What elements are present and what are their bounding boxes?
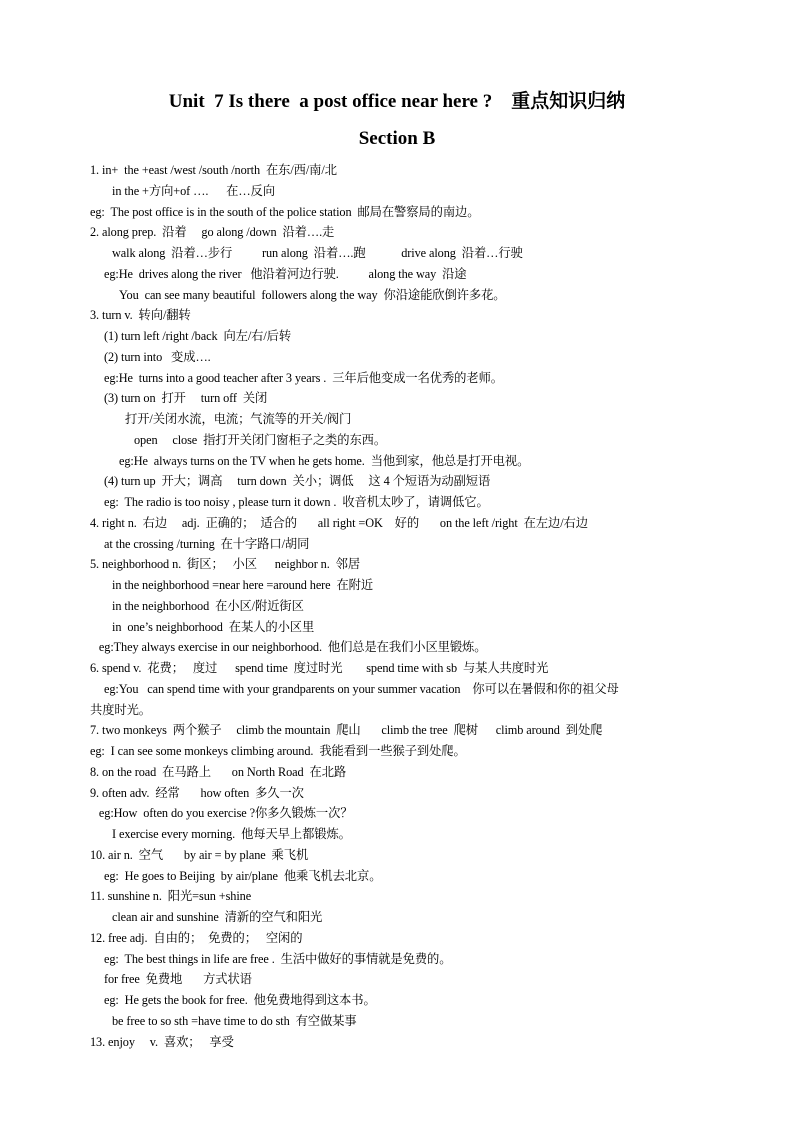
note-line: in the neighborhood =near here =around here 在附近 (112, 578, 374, 592)
note-line: in one’s neighborhood 在某人的小区里 (112, 619, 315, 634)
note-line: (1) turn left /right /back 向左/右/后转 (104, 329, 292, 343)
note-line: 6. spend v. 花费； 度过 spend time 度过时光 spend time with sb 与某人共度时光 (90, 661, 549, 675)
notes-body (90, 160, 720, 1052)
note-line: eg:You can spend time with your grandparents on your summer vacation 你可以在暑假和你的祖父母 (104, 681, 619, 696)
note-line: 13. enjoy v. 喜欢； 享受 (90, 1034, 234, 1049)
note-line: clean air and sunshine 清新的空气和阳光 (112, 910, 323, 924)
section-heading: Section B (358, 128, 436, 149)
note-line: eg:He drives along the river 他沿着河边行驶. along the way 沿途 (104, 266, 467, 281)
note-line: eg: He gets the book for free. 他免费地得到这本书。 (104, 993, 376, 1007)
note-line: in the +方向+of …. 在…反向 (112, 183, 275, 198)
note-line: 3. turn v. 转向/翻转 (90, 308, 191, 323)
note-line: eg: He goes to Beijing by air/plane 他乘飞机去北京。 (104, 868, 382, 883)
note-line: (2) turn into 变成…. (104, 349, 211, 364)
note-line: open close 指打开关闭门窗柜子之类的东西。 (134, 432, 387, 447)
note-line: eg: The radio is too noisy , please turn it down . 收音机太吵了，请调低它。 (104, 495, 489, 509)
note-line: 10. air n. 空气 by air = by plane 乘飞机 (90, 847, 309, 862)
note-line: at the crossing /turning 在十字路口/胡同 (104, 536, 310, 551)
document-title: Unit 7 Is there a post office near here ? 重点知识归纳 (168, 91, 626, 112)
note-line: eg:They always exercise in our neighborhood. 他们总是在我们小区里锻炼。 (90, 640, 487, 655)
note-line: (4) turn up 开大；调高 turn down 关小；调低 这 4 个短语为动副短语 (104, 474, 491, 489)
note-line: (3) turn on 打开 turn off 关闭 (104, 391, 268, 406)
note-line: 共度时光。 (90, 702, 151, 717)
note-line: 打开/关闭水流，电流；气流等的开关/阀门 (125, 412, 352, 426)
note-line: 11. sunshine n. 阳光=sun +shine (90, 889, 252, 904)
note-line: 1. in+ the +east /west /south /north 在东/西/南/北 (90, 163, 337, 177)
note-line: I exercise every morning. 他每天早上都锻炼。 (112, 827, 351, 841)
note-line: 2. along prep. 沿着 go along /down 沿着….走 (90, 225, 335, 240)
note-line: for free 免费地 方式状语 (104, 972, 252, 987)
note-line: You can see many beautiful followers along the way 你沿途能欣倒许多花。 (119, 287, 506, 302)
note-line: eg:He turns into a good teacher after 3 years . 三年后他变成一名优秀的老师。 (104, 370, 503, 385)
note-line: eg:He always turns on the TV when he gets home. 当他到家，他总是打开电视。 (119, 453, 530, 468)
note-line: walk along 沿着…步行 run along 沿着….跑 drive along 沿着…行驶 (112, 246, 523, 260)
note-line: 12. free adj. 自由的； 免费的； 空闲的 (90, 930, 303, 945)
note-line: 4. right n. 右边 adj. 正确的； 适合的 all right =OK 好的 on the left /right 在左边/右边 (90, 515, 588, 530)
note-line: 5. neighborhood n. 街区； 小区 neighbor n. 邻居 (90, 557, 361, 572)
note-line: 7. two monkeys 两个猴子 climb the mountain 爬山 climb the tree 爬树 climb around 到处爬 (90, 723, 603, 738)
note-line: 8. on the road 在马路上 on North Road 在北路 (90, 764, 347, 779)
note-line: eg: I can see some monkeys climbing around. 我能看到一些猴子到处爬。 (90, 744, 466, 758)
note-line: eg: The post office is in the south of the police station 邮局在警察局的南边。 (90, 204, 480, 219)
note-line: in the neighborhood 在小区/附近街区 (112, 598, 304, 613)
note-line: eg: The best things in life are free . 生活中做好的事情就是免费的。 (104, 951, 452, 966)
note-line: be free to so sth =have time to do sth 有空做某事 (112, 1013, 357, 1028)
note-line: eg:How often do you exercise ?你多久锻炼一次？ (90, 806, 353, 821)
note-line: 9. often adv. 经常 how often 多久一次 (90, 785, 304, 800)
